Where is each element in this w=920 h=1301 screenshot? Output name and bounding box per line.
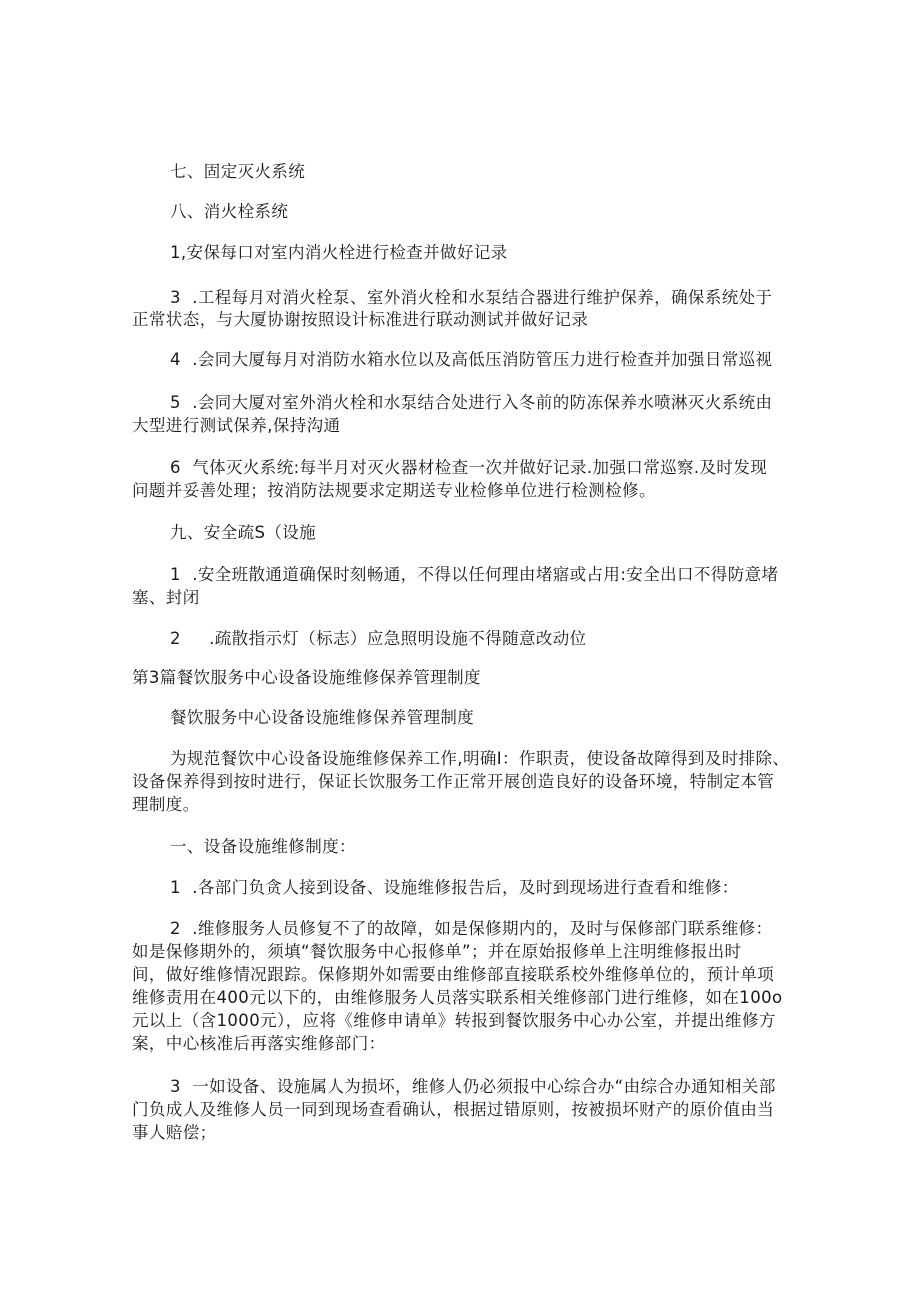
paragraph-line: 5 .会同大厦对室外消火栓和水泵结合处进行入冬前的防冻保养水喷淋灭火系统由: [170, 393, 773, 412]
paragraph-line: 2 .疏散指示灯（标志）应急照明设施不得随意改动位: [170, 629, 587, 648]
paragraph-line: 1,安保每口对室内消火栓进行检查并做好记录: [170, 243, 508, 262]
paragraph-line: 为规范餐饮中心设备设施维修保养工作,明确I：作职责，使设备故障得到及时排除、: [170, 749, 790, 768]
document-title: 餐饮服务中心设备设施维修保养管理制度: [170, 708, 475, 727]
paragraph-line: 如是保修期外的，须填“餐饮服务中心报修单”；并在原始报修单上注明维修报出时: [132, 942, 742, 961]
paragraph-line: 理制度。: [132, 795, 200, 814]
paragraph-line: 正常状态，与大厦协谢按照设计标准进行联动测试并做好记录: [132, 310, 589, 329]
section-heading-hydrant-system: 八、消火栓系统: [170, 202, 289, 221]
paragraph-line: 设备保养得到按时进行，保证长饮服务工作正常开展创造良好的设备环境，特制定本管: [132, 772, 775, 791]
paragraph-line: 1 .各部门负贪人接到设备、设施维修报告后，及时到现场进行查看和维修：: [170, 878, 739, 897]
section-heading-fixed-fire-extinguishing: 七、固定灭火系统: [170, 162, 306, 181]
paragraph-line: 大型进行测试保养,保持沟通: [132, 416, 341, 435]
paragraph-line: 3 .工程每月对消火栓泵、室外消火栓和水泵结合器进行维护保养，确保系统处于: [170, 288, 773, 307]
paragraph-line: 间，做好维修情况跟踪。保修期外如需要由维修部直接联系校外维修单位的，预计单项: [132, 965, 775, 984]
paragraph-line: 4 .会同大厦每月对消防水箱水位以及高低压消防管压力进行检查并加强日常巡视: [170, 350, 773, 369]
paragraph-line: 塞、封闭: [132, 588, 200, 607]
paragraph-line: 2 .维修服务人员修复不了的故障，如是保修期内的，及时与保修部门联系维修：: [170, 919, 773, 938]
chapter-title: 第3篇餐饮服务中心设备设施维修保养管理制度: [132, 668, 481, 687]
paragraph-line: 问题并妥善处理；按消防法规要求定期送专业检修单位进行检测检修。: [132, 481, 656, 500]
section-heading-evacuation: 九、安全疏S（设施: [170, 523, 317, 542]
paragraph-line: 案，中心核准后再落实维修部门：: [132, 1034, 386, 1053]
paragraph-line: 6 气体灭火系统:每半月对灭火器材检查一次并做好记录.加强口常巡察.及时发现: [170, 458, 768, 477]
paragraph-line: 1 .安全班散通道确保时刻畅通，不得以任何理由堵寤或占用:安全出口不得防意堵: [170, 565, 779, 584]
paragraph-line: 门负成人及维修人员一同到现场查看确认，根据过错原则，按被损坏财产的原价值由当: [132, 1100, 775, 1119]
paragraph-line: 元以上（含1000元），应将《维修申请单》转报到餐饮服务中心办公室，并提出维修方: [132, 1011, 776, 1030]
paragraph-line: 事人赔偿；: [132, 1123, 217, 1142]
paragraph-line: 3 一如设备、设施属人为损坏，维修人仍必须报中心综合办“由综合办通知相关部: [170, 1077, 776, 1096]
section-heading-maintenance-system: 一、设备设施维修制度：: [170, 837, 356, 856]
paragraph-line: 维修责用在400元以下的，由维修服务人员落实联系相关维修部门进行维修，如在100o: [132, 988, 783, 1007]
